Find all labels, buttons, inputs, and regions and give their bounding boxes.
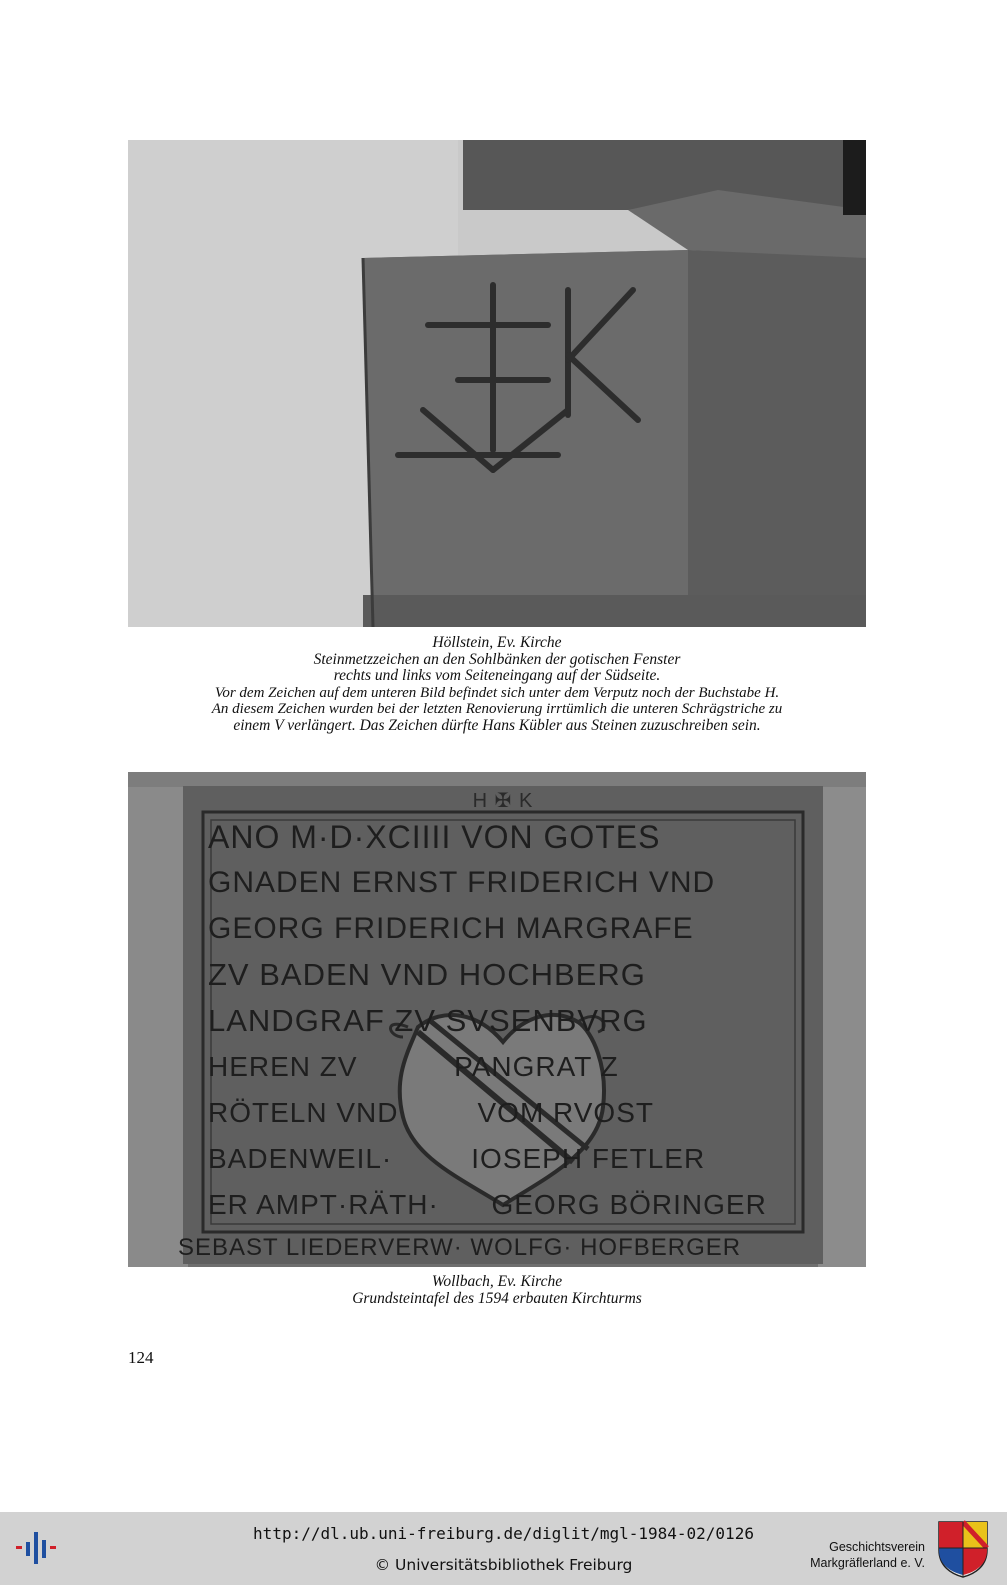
caption-top-line: rechts und links vom Seiteneingang auf der Südseite.: [333, 667, 661, 685]
plaque-line: LANDGRAF ZV SVSENBVRG: [208, 1003, 648, 1038]
plaque-line: HEREN ZV PANGRAT Z: [208, 1051, 619, 1082]
plaque-text: [178, 788, 798, 1267]
caption-top-line: Höllstein, Ev. Kirche: [432, 634, 562, 651]
plaque-line: ER AMPT·RÄTH· GEORG BÖRINGER: [208, 1189, 767, 1220]
coat-of-arms-icon: [937, 1520, 989, 1583]
plaque-line: RÖTELN VND VOM RVOST: [208, 1097, 654, 1128]
caption-top-line: Vor dem Zeichen auf dem unteren Bild befindet sich unter dem Verputz noch der Buchstabe H.: [214, 684, 780, 701]
caption-bottom: [128, 1274, 866, 1307]
footer-society-line: Geschichtsverein: [829, 1540, 925, 1554]
plaque-line: SEBAST LIEDERVERW· WOLFG· HOFBERGER: [178, 1234, 742, 1261]
caption-top-line: An diesem Zeichen wurden bei der letzten Renovierung irrtümlich die unteren Schrägstriche zu: [211, 701, 783, 718]
plaque-line: ANO M·D·XCIIII VON GOTES: [208, 819, 661, 855]
caption-top-line: Steinmetzzeichen an den Sohlbänken der gotischen Fenster: [313, 650, 681, 668]
plaque-line: BADENWEIL· IOSEPH FETLER: [208, 1143, 706, 1174]
photo-stone-mason-mark: [128, 140, 866, 627]
footer-society-line: Markgräflerland e. V.: [810, 1556, 925, 1570]
page-number: 124: [128, 1348, 154, 1367]
caption-bottom-line: Grundsteintafel des 1594 erbauten Kirchturms: [352, 1289, 642, 1307]
caption-top-line: einem V verlängert. Das Zeichen dürfte Hans Kübler aus Steinen zuzuschreiben sein.: [233, 716, 761, 734]
footer-copyright: © Universitätsbibliothek Freiburg: [374, 1556, 633, 1574]
footer-bar: [0, 1512, 1007, 1585]
plaque-line: ZV BADEN VND HOCHBERG: [208, 957, 646, 992]
caption-top: [128, 635, 866, 735]
footer-society: [810, 1539, 925, 1571]
plaque-monogram: H ✠ K: [472, 790, 534, 812]
plaque-line: GNADEN ERNST FRIDERICH VND: [208, 866, 716, 899]
plaque-line: GEORG FRIDERICH MARGRAFE: [208, 912, 694, 945]
footer-url-link[interactable]: http://dl.ub.uni-freiburg.de/diglit/mgl-1984-02/0126: [253, 1524, 754, 1543]
photo-inscription-plaque: [128, 772, 866, 1267]
caption-bottom-line: Wollbach, Ev. Kirche: [431, 1273, 563, 1290]
